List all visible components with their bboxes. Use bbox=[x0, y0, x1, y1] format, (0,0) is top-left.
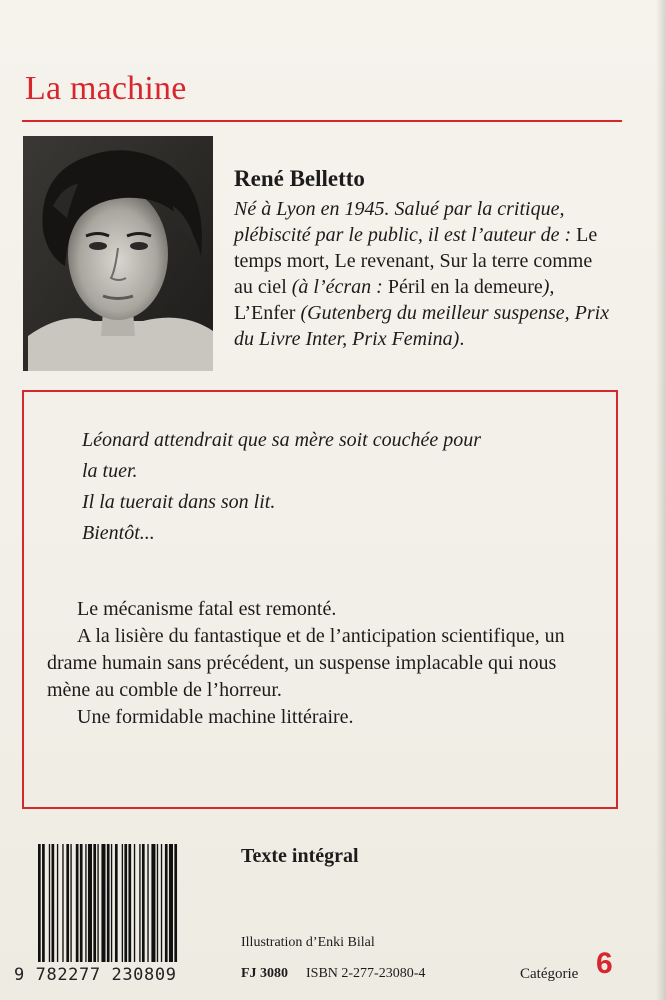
barcode-bar bbox=[124, 844, 127, 962]
quote-line: la tuer. bbox=[82, 460, 138, 482]
quote-line: Bientôt... bbox=[82, 522, 155, 544]
book-blurb bbox=[47, 596, 592, 731]
bio-awards: (Gutenberg du meilleur suspense, Prix du Livre Inter, Prix Femina) bbox=[234, 302, 610, 350]
isbn-barcode bbox=[38, 844, 225, 962]
barcode-bar bbox=[115, 844, 118, 962]
quote-line: Il la tuerait dans son lit. bbox=[82, 491, 276, 513]
barcode-bar bbox=[76, 844, 79, 962]
blurb-paragraph: Le mécanisme fatal est remonté. bbox=[77, 598, 337, 620]
barcode-bar bbox=[49, 844, 50, 962]
barcode-bar bbox=[165, 844, 168, 962]
barcode-bar bbox=[38, 844, 41, 962]
barcode-bar bbox=[70, 844, 71, 962]
cover-edge-shadow bbox=[656, 0, 666, 1000]
barcode-bar bbox=[111, 844, 112, 962]
barcode-bar bbox=[97, 844, 98, 962]
barcode-number: 9 782277 230809 bbox=[14, 965, 177, 985]
blurb-paragraph: A la lisière du fantastique et de l’anticipation scientifique, un drame humain sans précédent, un suspense implacable qui nous mène au comble de l’horreur. bbox=[47, 625, 565, 701]
barcode-bar bbox=[52, 844, 55, 962]
barcode-bar bbox=[122, 844, 123, 962]
bio-end: . bbox=[459, 328, 465, 350]
illustration-credit: Illustration d’Enki Bilal bbox=[241, 935, 375, 950]
bio-screen-label: (à l’écran : bbox=[291, 276, 383, 298]
barcode-bar bbox=[151, 844, 155, 962]
excerpt-quote bbox=[82, 425, 602, 549]
barcode-bar bbox=[139, 844, 140, 962]
bio-intro: Né à Lyon en 1945. Salué par la critique, plébiscité par le public, il est l’auteur de : bbox=[234, 198, 572, 246]
barcode-bar bbox=[157, 844, 158, 962]
bio-works: Le temps mort, Le revenant, Sur la terre comme au ciel bbox=[234, 224, 598, 298]
edition-note: Texte intégral bbox=[241, 845, 359, 867]
title-divider bbox=[22, 120, 622, 122]
barcode-bar bbox=[134, 844, 135, 962]
author-bio bbox=[234, 196, 614, 352]
barcode-bar bbox=[147, 844, 148, 962]
catalog-code: FJ 3080 bbox=[241, 966, 289, 981]
book-title: La machine bbox=[25, 70, 187, 107]
author-photo bbox=[23, 136, 213, 371]
bio-screen-title: Péril en la demeure bbox=[387, 276, 543, 298]
barcode-bar bbox=[85, 844, 86, 962]
barcode-bar bbox=[88, 844, 92, 962]
barcode-bar bbox=[174, 844, 177, 962]
quote-line: Léonard attendrait que sa mère soit couchée pour bbox=[82, 429, 482, 451]
bio-work-enfer: L’Enfer bbox=[234, 302, 296, 324]
barcode-bar bbox=[93, 844, 96, 962]
barcode-bar bbox=[128, 844, 131, 962]
author-portrait-image bbox=[23, 136, 213, 371]
barcode-bar bbox=[142, 844, 145, 962]
barcode-bar bbox=[101, 844, 105, 962]
barcode-bar bbox=[107, 844, 110, 962]
category-number: 6 bbox=[596, 947, 613, 980]
isbn-text: ISBN 2-277-23080-4 bbox=[306, 966, 426, 981]
barcode-bar bbox=[80, 844, 83, 962]
barcode-bar bbox=[169, 844, 173, 962]
author-name: René Belletto bbox=[234, 166, 365, 191]
category-label: Catégorie bbox=[520, 966, 579, 982]
barcode-bar bbox=[62, 844, 63, 962]
barcode-bar bbox=[66, 844, 69, 962]
bio-screen-close: ), bbox=[542, 276, 555, 298]
barcode-bar bbox=[57, 844, 58, 962]
blurb-paragraph: Une formidable machine littéraire. bbox=[77, 706, 354, 728]
barcode-bar bbox=[42, 844, 45, 962]
barcode-bar bbox=[161, 844, 162, 962]
